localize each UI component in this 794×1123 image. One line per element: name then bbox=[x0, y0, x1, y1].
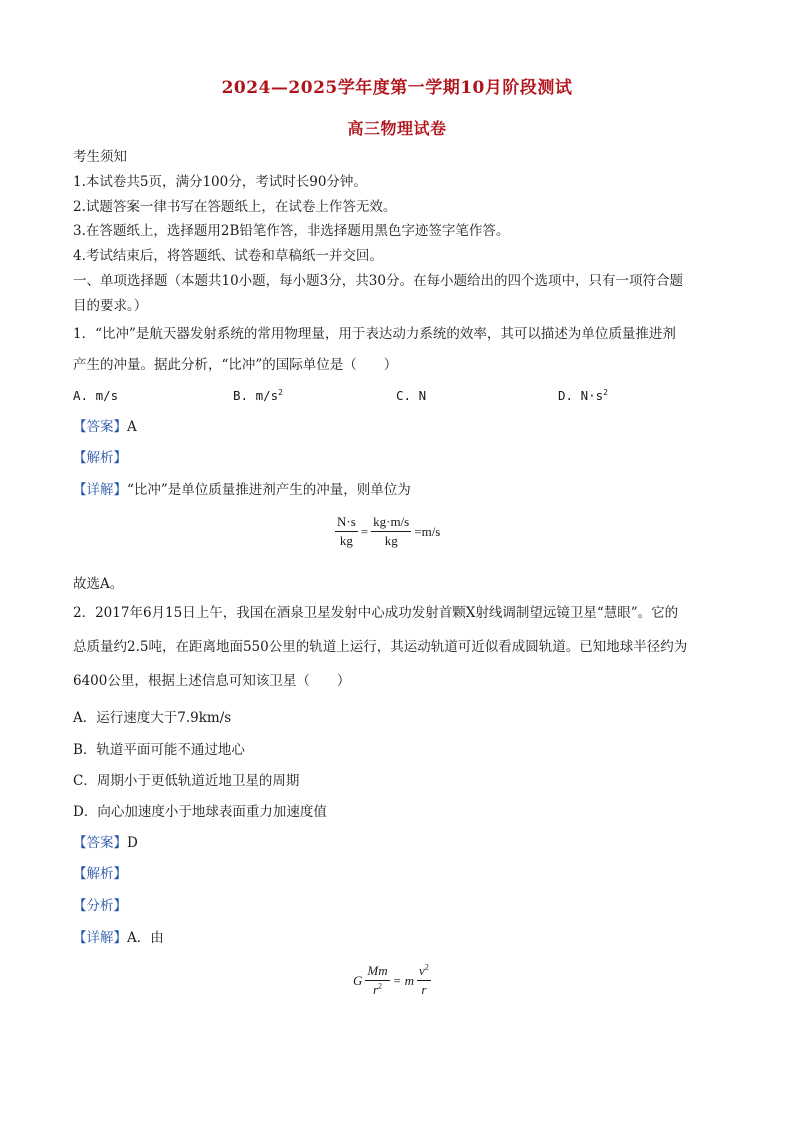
detail-tag: 【详解】 bbox=[73, 930, 127, 946]
q1-option-a: A. m/s bbox=[73, 388, 119, 403]
q1-unit-formula bbox=[333, 513, 441, 550]
formula-denominator: kg bbox=[384, 533, 398, 548]
q1-option-d bbox=[558, 388, 608, 403]
q1-answer bbox=[73, 418, 137, 436]
formula-exponent: 2 bbox=[378, 981, 383, 991]
q2-answer bbox=[73, 834, 138, 852]
notice-item: 2.试题答案一律书写在答题纸上，在试卷上作答无效。 bbox=[73, 199, 397, 215]
detail-tag: 【详解】 bbox=[73, 482, 127, 498]
q2-option-b: B．轨道平面可能不通过地心 bbox=[73, 742, 245, 758]
q2-gravity-formula bbox=[352, 962, 433, 999]
formula-fraction bbox=[365, 962, 389, 999]
q1-detail bbox=[73, 481, 411, 499]
q2-option-c: C．周期小于更低轨道近地卫星的周期 bbox=[73, 773, 300, 789]
formula-numerator bbox=[417, 962, 431, 981]
q1-option-b-sup: 2 bbox=[278, 387, 283, 397]
formula-r: r bbox=[372, 982, 379, 997]
q2-stem-line3: 6400公里，根据上述信息可知该卫星（ ） bbox=[73, 673, 351, 689]
formula-numerator: kg·m/s bbox=[371, 513, 411, 532]
q2-option-d: D．向心加速度小于地球表面重力加速度值 bbox=[73, 804, 327, 820]
q2-stem-line2: 总质量约2.5吨，在距离地面550公里的轨道上运行，其运动轨道可近似看成圆轨道。已知地球半径约为 bbox=[73, 639, 688, 655]
formula-g: G bbox=[353, 972, 363, 988]
q2-detail-text: A．由 bbox=[127, 930, 164, 946]
exam-subtitle: 高三物理试卷 bbox=[347, 119, 447, 138]
q2-fenxi-tag: 【分析】 bbox=[73, 898, 127, 914]
formula-numerator: N·s bbox=[335, 513, 358, 532]
formula-denominator: r bbox=[421, 982, 427, 997]
q2-answer-value: D bbox=[127, 835, 138, 851]
formula-fraction bbox=[371, 513, 411, 550]
q1-option-c: C. N bbox=[396, 388, 427, 403]
exam-title: 2024—2025学年度第一学期10月阶段测试 bbox=[221, 78, 573, 98]
section-heading-line2: 目的要求。） bbox=[73, 298, 148, 314]
q1-detail-text: “比冲”是单位质量推进剂产生的冲量，则单位为 bbox=[127, 482, 411, 498]
notice-item: 3.在答题纸上，选择题用2B铅笔作答，非选择题用黑色字迹签字笔作答。 bbox=[73, 223, 510, 239]
answer-tag: 【答案】 bbox=[73, 835, 127, 851]
formula-result: =m/s bbox=[414, 523, 441, 539]
formula-numerator: Mm bbox=[365, 962, 389, 981]
q1-stem-line2: 产生的冲量。据此分析，“比冲”的国际单位是（ ） bbox=[73, 357, 398, 373]
formula-equals: = bbox=[360, 523, 369, 539]
q1-stem-line1: 1．“比冲”是航天器发射系统的常用物理量，用于表达动力系统的效率，其可以描述为单位质量推进剂 bbox=[73, 326, 676, 342]
answer-tag: 【答案】 bbox=[73, 419, 127, 435]
formula-fraction bbox=[335, 513, 358, 550]
formula-equals-m: = m bbox=[392, 972, 415, 988]
q1-analysis-tag: 【解析】 bbox=[73, 450, 127, 466]
q1-option-b bbox=[233, 388, 283, 403]
notice-heading: 考生须知 bbox=[73, 149, 127, 165]
q2-detail bbox=[73, 929, 164, 947]
formula-denominator: kg bbox=[339, 533, 353, 548]
section-heading-line1: 一、单项选择题（本题共10小题，每小题3分，共30分。在每小题给出的四个选项中，只有一项符合题 bbox=[73, 273, 683, 289]
formula-fraction bbox=[417, 962, 431, 999]
notice-item: 1.本试卷共5页，满分100分，考试时长90分钟。 bbox=[73, 174, 367, 190]
q1-conclusion: 故选A。 bbox=[73, 576, 124, 592]
q1-option-b-text: B. m/s bbox=[233, 388, 279, 403]
formula-denominator bbox=[365, 981, 389, 999]
q2-stem-line1: 2．2017年6月15日上午，我国在酒泉卫星发射中心成功发射首颗X射线调制望远镜卫星“慧眼”。它的 bbox=[73, 605, 679, 621]
q1-option-d-text: D. N·s bbox=[558, 388, 604, 403]
q2-analysis-tag: 【解析】 bbox=[73, 866, 127, 882]
formula-v: v bbox=[419, 963, 425, 978]
notice-item: 4.考试结束后，将答题纸、试卷和草稿纸一并交回。 bbox=[73, 248, 383, 264]
formula-exponent: 2 bbox=[424, 962, 429, 972]
q1-answer-value: A bbox=[127, 419, 137, 435]
q2-option-a: A．运行速度大于7.9km/s bbox=[73, 710, 232, 726]
q1-option-d-sup: 2 bbox=[603, 387, 608, 397]
